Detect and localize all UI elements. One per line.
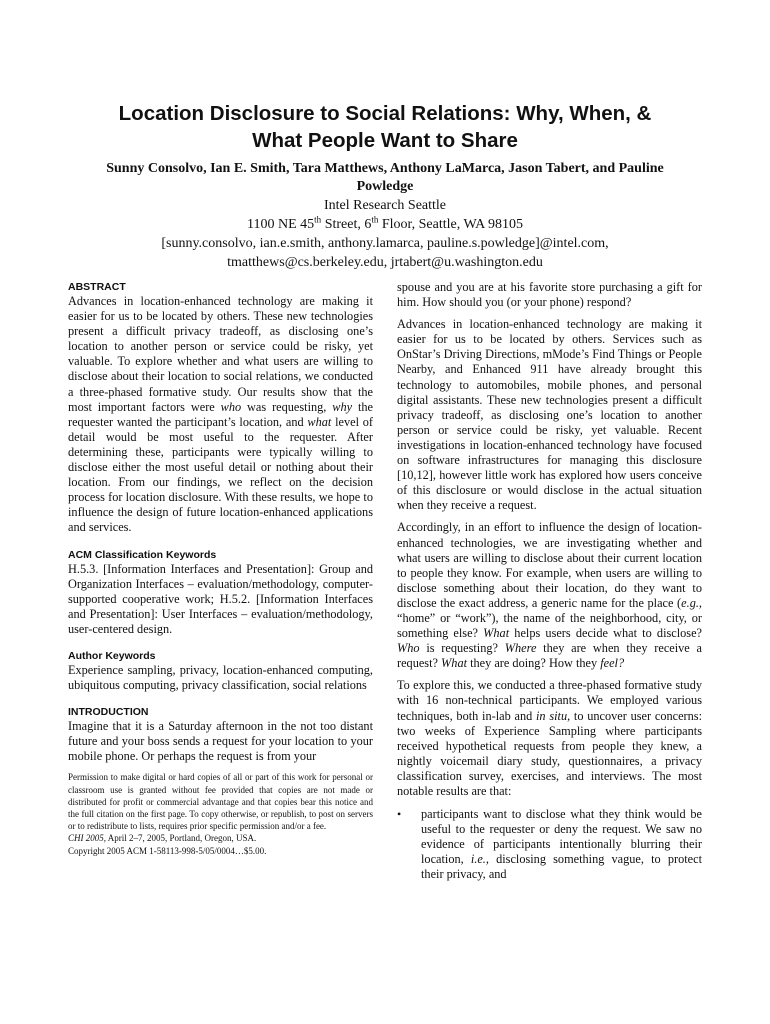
bullet-icon: • <box>397 807 402 822</box>
body-paragraph-3 <box>397 678 702 799</box>
copyright-line: Copyright 2005 ACM 1-58113-998-5/05/0004…$5.00. <box>68 845 267 856</box>
paper-title <box>40 100 730 154</box>
right-column <box>397 280 702 883</box>
bullet-em: i.e., <box>470 852 489 867</box>
authors-line-2: Powledge <box>356 179 414 194</box>
title-line-2: What People Want to Share <box>252 129 518 152</box>
abstract-span: Advances in location-enhanced technology are making it easier for us to be located by others. These new technologies present a difficult privacy tradeoff, as disclosing one’s location to another person or service could be risky, yet valuable. To explore whether and what users are willing to disclose about their location to social relations, we conducted a three-phased formative study. Our results show that the most important factors were <box>68 294 373 414</box>
affiliation-email-1: [sunny.consolvo, ian.e.smith, anthony.lamarca, pauline.s.powledge]@intel.com, <box>161 236 609 251</box>
abstract-text <box>68 294 373 536</box>
paragraph-span: they are when they receive a request? <box>397 641 702 671</box>
acm-text: H.5.3. [Information Interfaces and Presentation]: Group and Organization Interfaces – evaluation/methodology, computer-supported cooperative work; H.5.2. [Information Interfaces and Presentation]: User Interfaces – evaluation/methodology, user-centered design. <box>68 561 373 636</box>
author-list <box>60 160 710 196</box>
bullet-list-item <box>397 807 702 882</box>
paragraph-em: What <box>441 656 468 671</box>
paragraph-span: helps users decide what to disclose? <box>509 626 702 641</box>
address-part: Street, 6 <box>321 217 372 232</box>
paragraph-em: Where <box>504 641 537 656</box>
intro-continued: spouse and you are at his favorite store purchasing a gift for him. How should you (or your phone) respond? <box>397 280 702 310</box>
paragraph-span: to uncover user concerns: two weeks of Experience Sampling where participants received hypothetical requests from people they knew, a nightly voicemail diary study, questionnaires, a privacy classification survey, exercises, and interviews. The most notable results are that: <box>397 708 702 798</box>
paragraph-em: feel? <box>600 656 625 671</box>
venue-name: CHI 2005 <box>68 833 104 844</box>
address-part: 1100 NE 45 <box>247 217 315 232</box>
body-paragraph-1: Advances in location-enhanced technology are making it easier for us to be located by others. Services such as OnStar’s Driving Directions, mMode’s Find Things or People Nearby, and Enhanced 911 have already brought this technology to automobiles, mobile phones, and personal digital assistants. These new technologies present a difficult privacy tradeoff, as disclosing one’s location to another person or service could be risky, yet valuable. Recent investigations in location-enhanced technology have focused on software infrastructures for managing this disclosure [10,12], however little work has explored how users conceive of this disclosure or would disclose in the actual situation when they receive a request. <box>397 317 702 513</box>
permission-notice: Permission to make digital or hard copies of all or part of this work for personal or classroom use is granted without fee provided that copies are not made or distributed for profit or commercial advantage and that copies bear this notice and the full citation on the first page. To copy otherwise, or republish, to post on servers or to redistribute to lists, requires prior specific permission and/or a fee. <box>68 772 373 832</box>
affiliation-address <box>60 215 710 234</box>
left-column <box>68 280 373 857</box>
body-paragraph-2 <box>397 520 702 671</box>
acm-heading: ACM Classification Keywords <box>68 548 217 561</box>
title-line-1: Location Disclosure to Social Relations: Why, When, & <box>118 102 652 125</box>
address-sup: th <box>371 214 379 225</box>
paragraph-em: What <box>483 626 510 641</box>
abstract-em: why <box>332 399 353 414</box>
paragraph-span: To explore this, we conducted a three-phased formative study with 16 non-technical participants. We employed various techniques, both in-lab and <box>397 678 702 723</box>
paragraph-em: e.g., <box>681 595 702 610</box>
bullet-text <box>421 807 702 882</box>
bullet-span: participants want to disclose what they think would be useful to the requester or deny the request. We saw no evidence of participants intentionally blurring their location, <box>421 807 702 867</box>
abstract-span: the requester wanted the participant’s location, and <box>68 399 373 429</box>
abstract-heading: ABSTRACT <box>68 281 126 293</box>
keywords-text: Experience sampling, privacy, location-enhanced computing, ubiquitous computing, privacy classification, social relations <box>68 662 373 693</box>
paragraph-em: Who <box>397 641 420 656</box>
venue-details: , April 2–7, 2005, Portland, Oregon, USA. <box>103 833 257 844</box>
affiliation-org: Intel Research Seattle <box>323 198 447 213</box>
affiliation-block <box>60 196 710 272</box>
abstract-span: was requesting, <box>241 399 333 414</box>
address-sup: th <box>314 214 322 225</box>
authors-line-1: Sunny Consolvo, Ian E. Smith, Tara Matthews, Anthony LaMarca, Jason Tabert, and Pauline <box>106 161 664 176</box>
intro-heading: INTRODUCTION <box>68 706 149 719</box>
abstract-em: who <box>220 399 242 414</box>
keywords-heading: Author Keywords <box>68 649 156 662</box>
abstract-em: what <box>307 414 332 429</box>
address-part: Floor, Seattle, WA 98105 <box>378 217 523 232</box>
affiliation-email-2: tmatthews@cs.berkeley.edu, jrtabert@u.washington.edu <box>227 255 543 270</box>
intro-text: Imagine that it is a Saturday afternoon in the not too distant future and your boss sends a request for your location to your mobile phone. Or perhaps the request is from your <box>68 719 373 764</box>
paragraph-span: “home” or “work”), the name of the neighborhood, city, or something else? <box>397 610 702 641</box>
abstract-span: level of detail would be most useful to the requester. After determining these, participants were typically willing to disclose either the most useful detail or nothing about their location. From our findings, we reflect on the decision process for location disclosure. With these results, we hope to influence the design of future location-enhanced applications and services. <box>68 414 373 535</box>
paragraph-span: Accordingly, in an effort to influence the design of location-enhanced technologies, we are investigating whether and what users are willing to disclose about their current location to people they know. For example, when users are willing to disclose something about their location, do they want to disclose the exact address, a generic name for the place ( <box>397 520 702 610</box>
paragraph-em: in situ, <box>536 708 571 723</box>
paragraph-span: they are doing? How they <box>467 656 601 671</box>
venue-line <box>68 832 373 844</box>
paragraph-span: is requesting? <box>419 641 505 656</box>
bullet-span: disclosing something vague, to protect their privacy, and <box>421 852 702 882</box>
